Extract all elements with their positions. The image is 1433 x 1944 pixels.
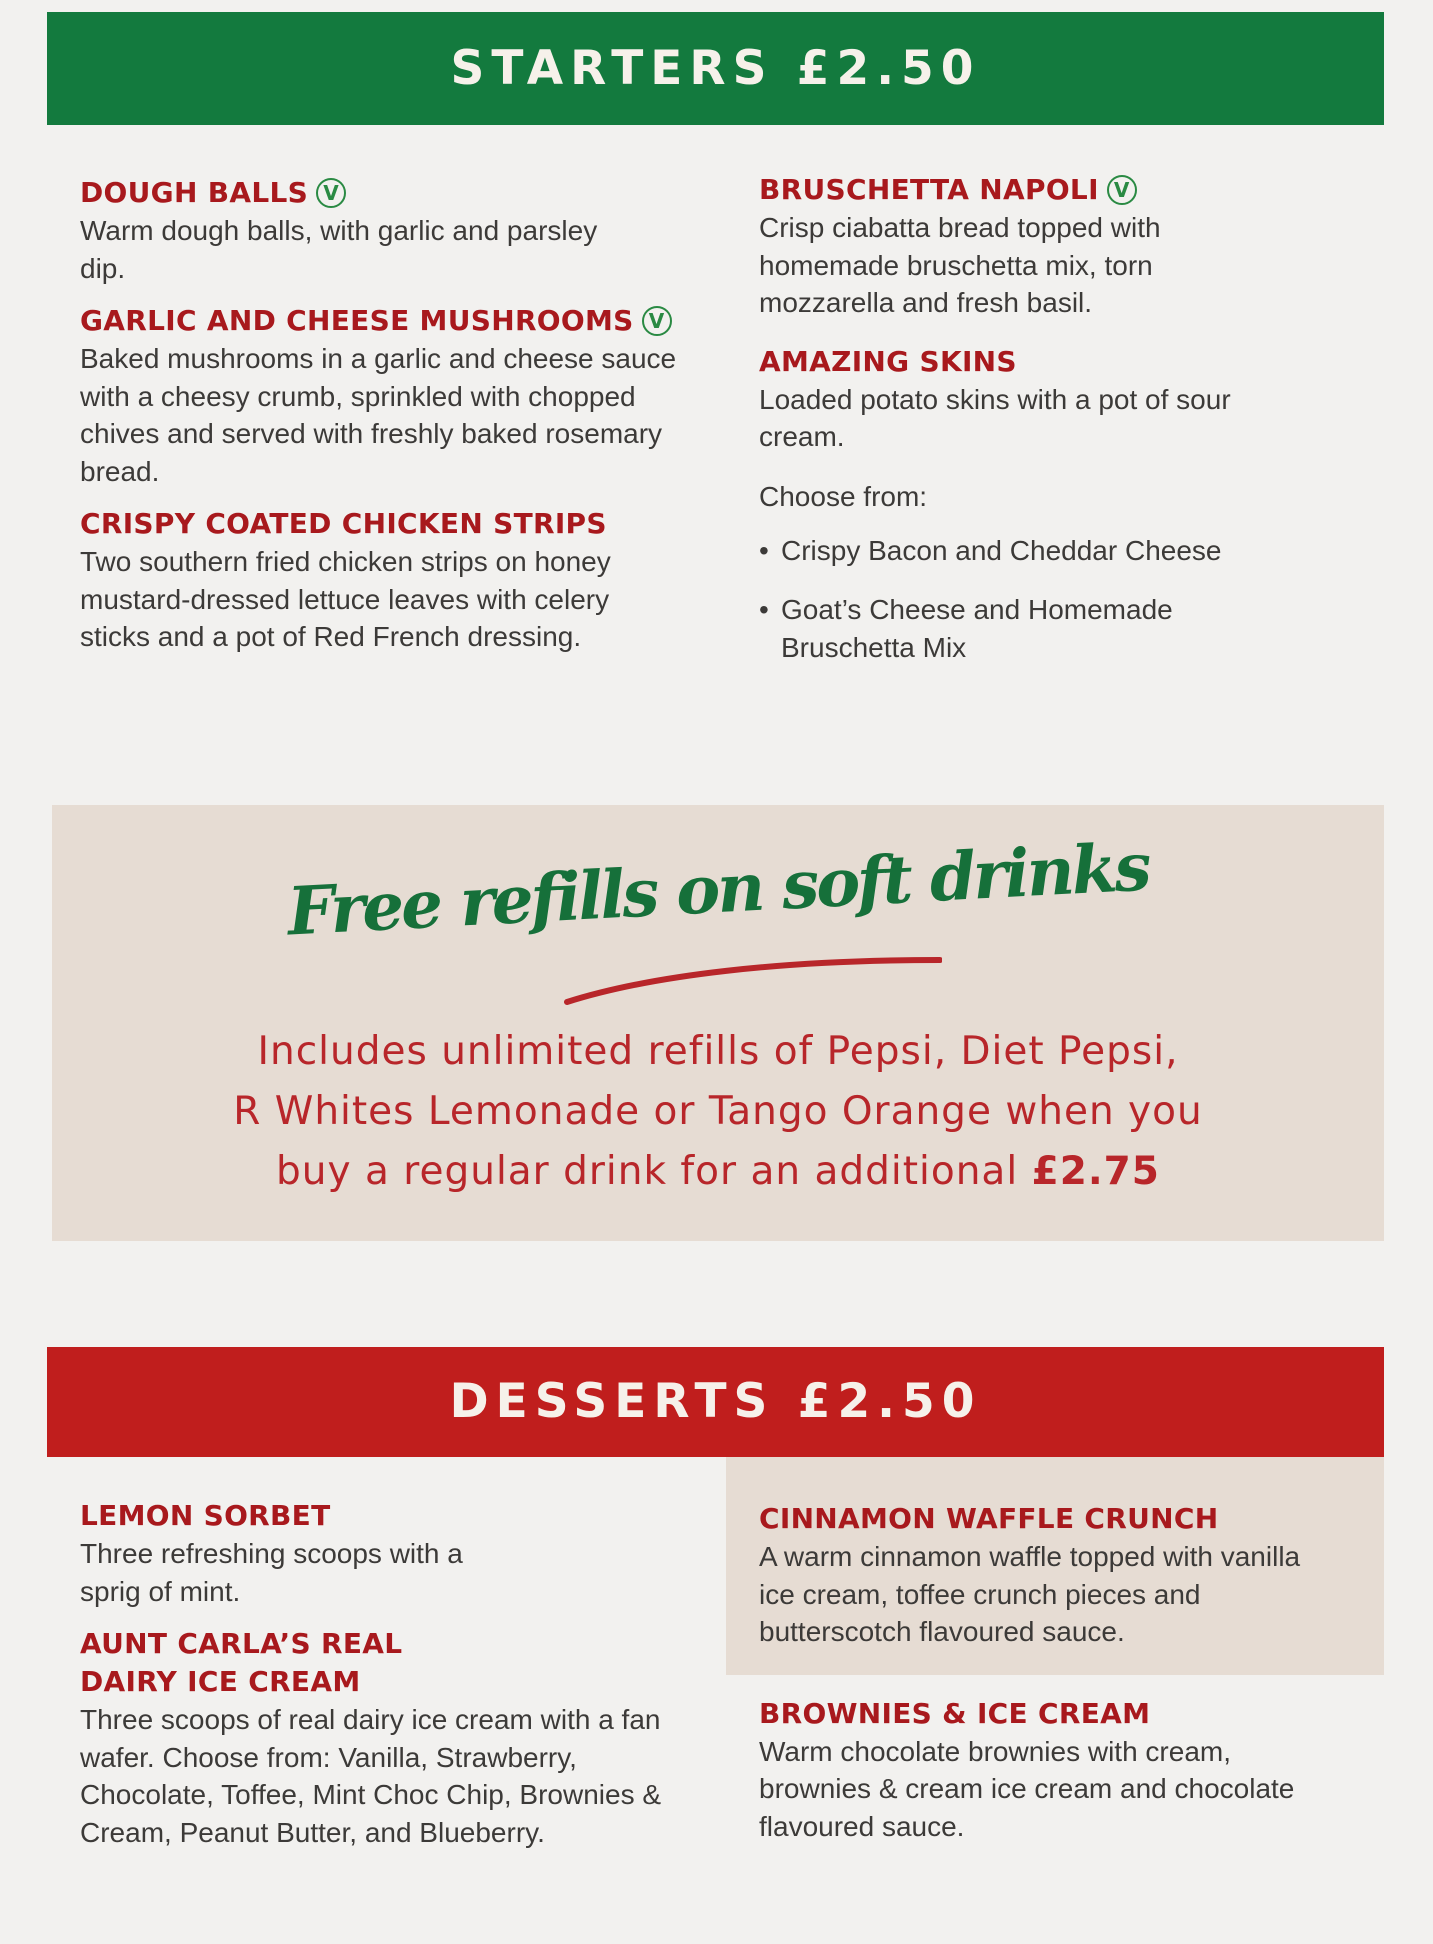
menu-item: [80, 505, 700, 656]
item-name: BROWNIES & ICE CREAM: [759, 1696, 1151, 1730]
item-description: Two southern fried chicken strips on honey mustard-dressed lettuce leaves with celery sticks and a pot of Red French dressing.: [80, 546, 611, 652]
item-name: CRISPY COATED CHICKEN STRIPS: [80, 507, 607, 540]
choose-from-label: Choose from:: [759, 480, 928, 512]
item-name: AMAZING SKINS: [759, 344, 1017, 378]
item-description: Loaded potato skins with a pot of sour cream.: [759, 383, 1231, 452]
menu-item: [759, 343, 1329, 456]
promo-details: [52, 1022, 1384, 1202]
menu-item: [80, 1497, 680, 1610]
item-description: Three scoops of real dairy ice cream with a fan wafer. Choose from: Vanilla, Strawberry, Chocolate, Toffee, Mint Choc Chip, Brownies & Cream, Peanut Butter, and Blueberry.: [80, 1704, 662, 1848]
item-name: BRUSCHETTA NAPOLI: [759, 173, 1099, 206]
item-name: GARLIC AND CHEESE MUSHROOMS: [80, 304, 634, 337]
desserts-left-column: [80, 1497, 680, 1851]
promo-price: £2.75: [1031, 1149, 1160, 1194]
item-name: LEMON SORBET: [80, 1499, 331, 1532]
menu-item: [80, 174, 700, 287]
menu-item: [80, 1625, 680, 1851]
item-name: DOUGH BALLS: [80, 176, 309, 209]
choose-options-list: [759, 532, 1329, 667]
free-refills-banner: [52, 805, 1384, 1241]
menu-item: [759, 1695, 1339, 1846]
item-name: AUNT CARLA’S REAL: [80, 1627, 403, 1660]
menu-item: [759, 171, 1329, 322]
swoosh-underline: [562, 950, 942, 1010]
starters-left-column: [80, 174, 700, 656]
item-description: Warm dough balls, with garlic and parsley dip.: [80, 215, 598, 284]
item-description: Three refreshing scoops with a sprig of mint.: [80, 1538, 463, 1607]
item-description: Crisp ciabatta bread topped with homemade bruschetta mix, torn mozzarella and fresh basil.: [759, 212, 1161, 318]
list-item: • Crispy Bacon and Cheddar Cheese: [759, 532, 1329, 570]
item-description: Warm chocolate brownies with cream, brownies & cream ice cream and chocolate flavoured sauce.: [759, 1735, 1295, 1842]
starters-header: STARTERS £2.50: [47, 12, 1384, 125]
starters-right-column: [759, 171, 1329, 688]
item-description: A warm cinnamon waffle topped with vanilla ice cream, toffee crunch pieces and butterscotch flavoured sauce.: [759, 1541, 1301, 1647]
desserts-right-column: [759, 1500, 1339, 1845]
vegetarian-icon: V: [642, 306, 672, 336]
promo-line: Includes unlimited refills of Pepsi, Diet Pepsi,: [257, 1029, 1179, 1074]
promo-line: buy a regular drink for an additional: [276, 1149, 1032, 1194]
item-name: CINNAMON WAFFLE CRUNCH: [759, 1502, 1219, 1535]
menu-item: [759, 1500, 1339, 1651]
item-description: Baked mushrooms in a garlic and cheese sauce with a cheesy crumb, sprinkled with chopped chives and served with freshly baked rosemary bread.: [80, 343, 677, 487]
item-name: DAIRY ICE CREAM: [80, 1665, 361, 1698]
list-item: • Goat’s Cheese and Homemade Bruschetta Mix: [759, 591, 1281, 666]
menu-item: [80, 302, 700, 490]
vegetarian-icon: V: [316, 178, 346, 208]
desserts-header: DESSERTS £2.50: [47, 1347, 1384, 1457]
promo-headline: Free refills on soft drinks: [285, 827, 1151, 951]
promo-line: R Whites Lemonade or Tango Orange when you: [233, 1089, 1203, 1134]
vegetarian-icon: V: [1107, 175, 1137, 205]
